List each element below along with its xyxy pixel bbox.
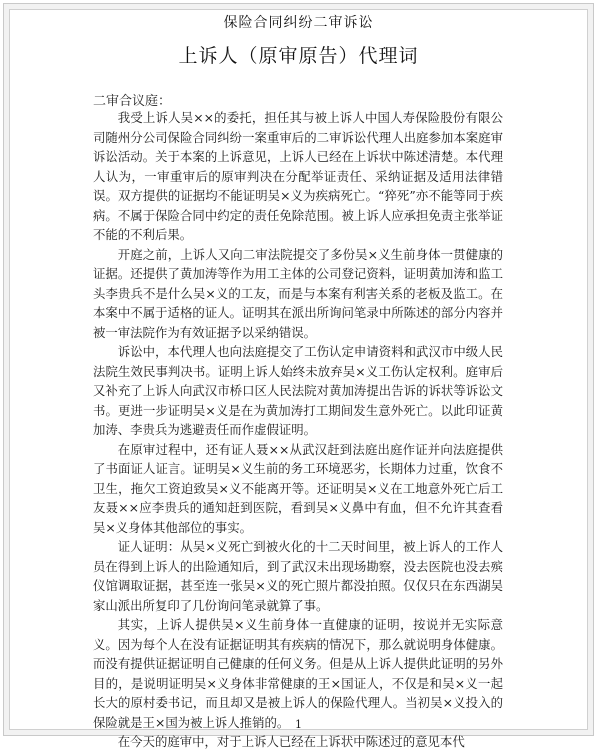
body-paragraph: 其实，上诉人提供吴×义生前身体一直健康的证明，按说并无实际意义。因为每个人在没有证据证明其有疾病的情况下，那么就说明身体健康。而没有提供证据证明自己健康的任何义务。但是从上诉人提供此证明的另外目的，是说明证明吴×义身体非常健康的王×国证人，不仅是和吴×义一起长大的原村委书记，而且却又是被上诉人的保险代理人。当初吴×义投入的保险就是王×国为被上诉人推销的。 — [93, 617, 503, 730]
body-paragraph: 我受上诉人吴××的委托，担任其与被上诉人中国人寿保险股份有限公司随州分公司保险合同纠纷一案重审后的二审诉讼代理人出庭参加本案庭审诉讼活动。关于本案的上诉意见，上诉人已经在上诉状中陈述清楚。本代理人认为，一审重审后的原审判决在分配举证责任、采纳证据及适用法律错误。双方提供的证据均不能证明吴×义为疾病死亡。“猝死”亦不能等同于疾病。不属于保险合同中约定的责任免除范围。被上诉人应承担免责主张举证不能的不利后果。 — [93, 110, 503, 242]
salutation: 二审合议庭： — [93, 94, 172, 109]
document-header: 保险合同纠纷二审诉讼 — [223, 15, 374, 31]
document-title: 上诉人（原审原告）代理词 — [178, 45, 419, 67]
body-paragraph: 证人证明：从吴×义死亡到被火化的十二天时间里，被上诉人的工作人员在得到上诉人的出险通知后，到了武汉未出现场勘察，没去医院也没去殡仪馆调取证据，甚至连一张吴×义的死亡照片都没拍照。仅仅只在东西湖吴家山派出所复印了几份询问笔录就算了事。 — [93, 539, 503, 613]
body-paragraph: 开庭之前，上诉人又向二审法院提交了多份吴×义生前身体一贯健康的证据。还提供了黄加涛等作为用工主体的公司登记资料，证明黄加涛和监工头李贵兵不是什么吴×义的工友，而是与本案有利害关系的老板及监工。在本案中不属于适格的证人。证明其在派出所询问笔录中所陈述的部分内容并被一审法院作为有效证据予以采纳错误。 — [93, 246, 503, 340]
document-body — [93, 108, 503, 752]
page-number: 1 — [295, 718, 302, 731]
body-paragraph: 在今天的庭审中，对于上诉人已经在上诉状中陈述过的意见本代 — [117, 734, 465, 749]
body-paragraph: 在原审过程中，还有证人聂××从武汉赶到法庭出庭作证并向法庭提供了书面证人证言。证明吴×义生前的务工环境恶劣，长期体力过重，饮食不卫生，拖欠工资迫致吴×义不能离开等。还证明吴×义在工地意外死亡后工友聂××应李贵兵的通知赶到医院，看到吴×义鼻中有血，但不允许其查看吴×义身体其他部位的事实。 — [93, 441, 503, 535]
body-paragraph: 诉讼中，本代理人也向法庭提交了工伤认定申请资料和武汉市中级人民法院生效民事判决书。证明上诉人始终未放弃吴×义工伤认定权利。庭审后又补充了上诉人向武汉市桥口区人民法院对黄加涛提出告诉的诉状等诉讼文书。更进一步证明吴×义是在为黄加涛打工期间发生意外死亡。以此印证黄加涛、李贵兵为逃避责任而作虚假证明。 — [93, 344, 503, 437]
